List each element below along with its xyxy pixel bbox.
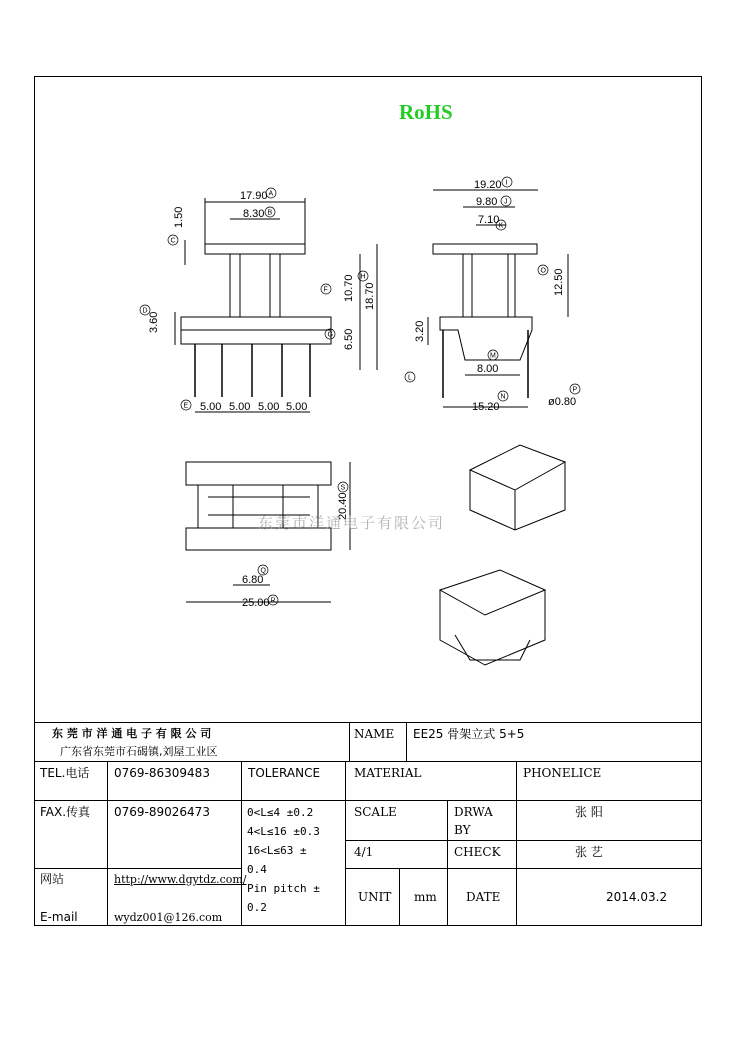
fax-value: 0769-89026473 [114, 805, 210, 819]
svg-text:J: J [504, 198, 508, 206]
unit-value: mm [414, 890, 437, 904]
marker-l [405, 372, 415, 382]
svg-text:G: G [327, 331, 333, 339]
marker-q [258, 565, 268, 575]
dim-7-10: 7.10 [478, 214, 500, 226]
svg-text:M: M [490, 352, 496, 360]
dim-10-70: 10.70 [343, 274, 355, 302]
marker-d [140, 305, 150, 315]
dim-pitch-3: 5.00 [258, 401, 280, 413]
dim-12-50: 12.50 [553, 268, 565, 296]
marker-n [498, 391, 508, 401]
svg-text:L: L [408, 374, 412, 382]
svg-text:K: K [498, 222, 504, 230]
drawn-by-value: 张 阳 [575, 805, 603, 819]
svg-text:C: C [170, 237, 176, 245]
tel-value: 0769-86309483 [114, 766, 210, 780]
tolerance-label: TOLERANCE [248, 766, 321, 780]
dim-pitch-4: 5.00 [286, 401, 308, 413]
website-link[interactable]: http://www.dgytdz.com/ [114, 873, 247, 886]
phonelice-label: PHONELICE [523, 766, 602, 780]
tolerance-line-6: 0.2 [247, 901, 267, 914]
marker-e [181, 400, 191, 410]
dim-18-70: 18.70 [364, 282, 376, 310]
svg-text:B: B [267, 209, 273, 217]
dim-8-00: 8.00 [477, 363, 499, 375]
name-value: EE25 骨架立式 5+5 [413, 727, 525, 741]
marker-c [168, 235, 178, 245]
check-value: 张 艺 [575, 845, 603, 859]
tolerance-line-3: 16<L≤63 ± [247, 844, 307, 857]
dim-6-50: 6.50 [343, 328, 355, 350]
svg-text:H: H [360, 273, 366, 281]
scale-value: 4/1 [354, 845, 374, 859]
marker-b [265, 207, 275, 217]
check-label: CHECK [454, 845, 501, 859]
tolerance-line-2: 4<L≤16 ±0.3 [247, 825, 320, 838]
svg-text:D: D [142, 307, 148, 315]
dim-3-20: 3.20 [414, 320, 426, 342]
svg-text:Q: Q [260, 567, 266, 575]
company-address: 广东省东莞市石碣镇,刘屋工业区 [60, 745, 218, 758]
svg-text:F: F [323, 286, 328, 294]
marker-m [488, 350, 498, 360]
tel-label: TEL.电话 [40, 766, 90, 780]
dim-15-20: 15.20 [472, 401, 500, 413]
svg-text:P: P [572, 386, 578, 394]
rohs-mark: RoHS [399, 100, 453, 124]
title-block [34, 722, 702, 926]
unit-label: UNIT [358, 890, 392, 904]
email-value: wydz001@126.com [114, 911, 223, 924]
svg-text:S: S [340, 484, 346, 492]
dim-20-40: 20.40 [337, 492, 349, 520]
dim-17-90: 17.90 [240, 190, 268, 202]
marker-f [321, 284, 331, 294]
dim-pitch-2: 5.00 [229, 401, 251, 413]
company-name: 东 莞 市 洋 通 电 子 有 限 公 司 [52, 727, 212, 740]
name-label: NAME [354, 727, 395, 741]
drawn-label: DRWA [454, 805, 493, 819]
marker-i [502, 177, 512, 187]
dim-pitch-1: 5.00 [200, 401, 222, 413]
marker-o [538, 265, 548, 275]
fax-label: FAX.传真 [40, 805, 91, 819]
tolerance-line-5: Pin pitch ± [247, 882, 320, 895]
scale-label: SCALE [354, 805, 397, 819]
drawn-label-2: BY [454, 823, 471, 837]
svg-text:A: A [268, 190, 274, 198]
svg-text:R: R [270, 597, 276, 605]
watermark: 东莞市洋通电子有限公司 [258, 514, 446, 532]
marker-s [338, 482, 348, 492]
website-label: 网站 [40, 872, 65, 886]
svg-text:N: N [500, 393, 506, 401]
dim-pin-diameter: ø0.80 [548, 396, 577, 408]
dim-25-00: 25.00 [242, 597, 270, 609]
email-label: E-mail [40, 910, 78, 924]
dim-8-30: 8.30 [243, 208, 265, 220]
svg-text:O: O [540, 267, 546, 275]
marker-p [570, 384, 580, 394]
dim-19-20: 19.20 [474, 179, 502, 191]
svg-text:E: E [183, 402, 189, 410]
dim-6-80: 6.80 [242, 574, 264, 586]
dim-3-60: 3.60 [148, 311, 160, 333]
dim-9-80: 9.80 [476, 196, 498, 208]
tolerance-line-1: 0<L≤4 ±0.2 [247, 806, 314, 819]
material-label: MATERIAL [354, 766, 422, 780]
tolerance-line-4: 0.4 [247, 863, 267, 876]
marker-j [501, 196, 511, 206]
svg-text:I: I [505, 179, 508, 187]
date-value: 2014.03.2 [606, 890, 668, 904]
dim-1-50: 1.50 [173, 206, 185, 228]
date-label: DATE [466, 890, 501, 904]
